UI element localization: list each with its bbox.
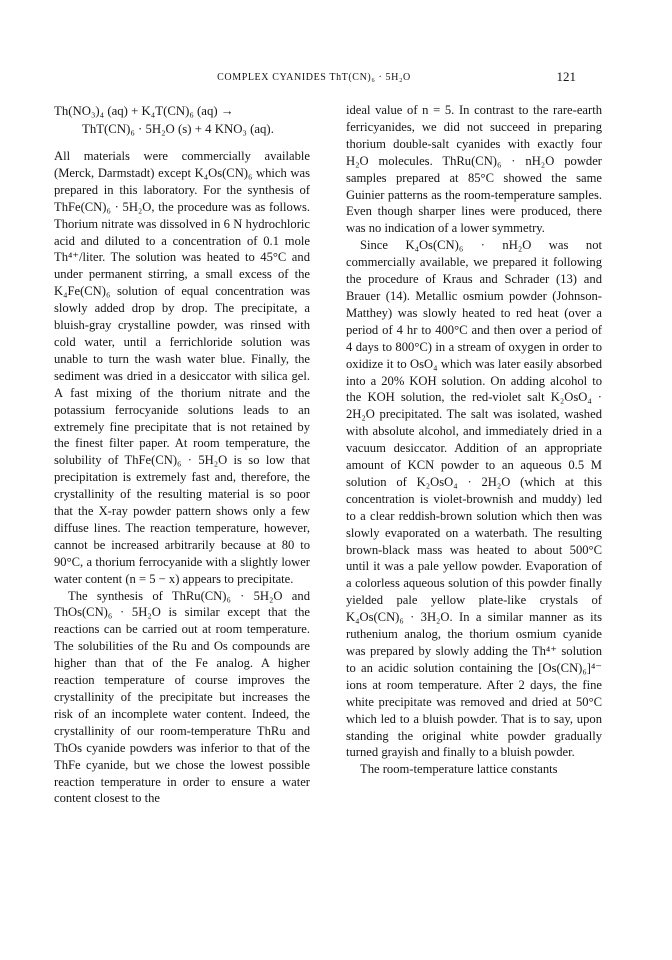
equation-line-1: Th(NO₃)₄ (aq) + K₄T(CN)₆ (aq) → <box>54 104 234 118</box>
paragraph-lattice-constants: The room-temperature lattice constants <box>360 762 558 777</box>
right-column <box>346 102 602 778</box>
equation-line-2: ThT(CN)₆ · 5H₂O (s) + 4 KNO₃ (aq). <box>82 122 274 136</box>
left-column <box>54 102 310 807</box>
page-number: 121 <box>556 69 576 84</box>
reaction-equation <box>54 102 310 138</box>
running-head: COMPLEX CYANIDES ThT(CN)₆ · 5H₂O <box>217 72 411 83</box>
paragraph-water-content: ideal value of n = 5. In contrast to the rare-earth ferricyanides, we did not succeed in preparing thorium double-salt cyanides with exactly four H₂O molecules. ThRu(CN)₆ · nH₂O powder samples prepared at 85°C showed the same Guinier patterns as the room-temperature samples. Even though sharper lines were produced, there was no indication of a lower symmetry. <box>346 103 602 236</box>
paragraph-ru-os-synthesis: The synthesis of ThRu(CN)₆ · 5H₂O and ThOs(CN)₆ · 5H₂O is similar except that the reactions can be carried out at room temperature. The solubilities of the Ru and Os compounds are higher than that of the Fe analog. A higher reaction temperature of course improves the crystallinity of the precipitate but increases the risk of an incomplete water content. Indeed, the crystallinity of our room-temperature ThRu and ThOs cyanide powders was inferior to that of the ThFe cyanide, but we chose the lowest possible reaction temperature in order to ensure a water content closest to the <box>54 588 310 806</box>
paragraph-osmium-preparation: Since K₄Os(CN)₆ · nH₂O was not commercially available, we prepared it following the procedure of Kraus and Schrader (13) and Brauer (14). Metallic osmium powder (Johnson-Matthey) was slowly heated to red heat (over a period of 4 hr to 400°C and then over a period of 4 days to 800°C) in a stream of oxygen in order to oxidize it to OsO₄ which was later easily absorbed into a 20% KOH solution. On adding alcohol to the KOH solution, the red-violet salt K₂OsO₄ · 2H₂O precipitated. The salt was isolated, washed with absolute alcohol, and immediately dried in a vacuum desiccator. Addition of an appropriate amount of KCN powder to an aqueous 0.5 M solution of K₂OsO₄ · 2H₂O (which at this concentration is violet-brownish and muddy) led to a clear reddish-brown solution which then was slowly evaporated on a waterbath. The resulting brown-black mass was heated to about 500°C until it was a pale yellow powder. Evaporation of a colorless aqueous solution of this powder finally yielded pale yellow plate-like crystals of K₄Os(CN)₆ · 3H₂O. In a similar manner as its ruthenium analog, the thorium osmium cyanide was prepared by slowly adding the Th⁴⁺ solution to an acidic solution containing the [Os(CN)₆]⁴⁻ ions at room temperature. After 2 days, the fine white precipitate was removed and dried at 50°C which led to a bluish powder. That is to say, upon standing the original white powder gradually turned grayish and finally to a bluish powder. <box>346 238 602 760</box>
paragraph-materials: All materials were commercially available (Merck, Darmstadt) except K₄Os(CN)₆ which was prepared in this laboratory. For the synthesis of ThFe(CN)₆ · 5H₂O, the procedure was as follows. Thorium nitrate was dissolved in 6 N hydrochloric acid and diluted to a concentration of 0.1 mole Th⁴⁺/liter. The solution was heated to 45°C and under permanent stirring, a small excess of the K₄Fe(CN)₆ solution of equal concentration was slowly added drop by drop. The precipitate, a bluish-gray crystalline powder, was rinsed with cold water, until a ferrichloride solution was unable to turn the wash water blue. Finally, the sediment was dried in a desiccator with silica gel. A fast mixing of the thorium nitrate and the potassium ferrocyanide solutions leads to an extremely fine precipitate that is not retained by the finest filter paper. At room temperature, the solubility of ThFe(CN)₆ · 5H₂O is so low that precipitation is extremely fast and, therefore, the crystallinity of the resulting material is so poor that the X-ray powder pattern shows only a few diffuse lines. The reaction temperature, however, cannot be increased arbitrarily because at 80 to 90°C, a thorium ferrocyanide with a slightly lower water content (n = 5 − x) appears to precipitate. <box>54 149 310 586</box>
